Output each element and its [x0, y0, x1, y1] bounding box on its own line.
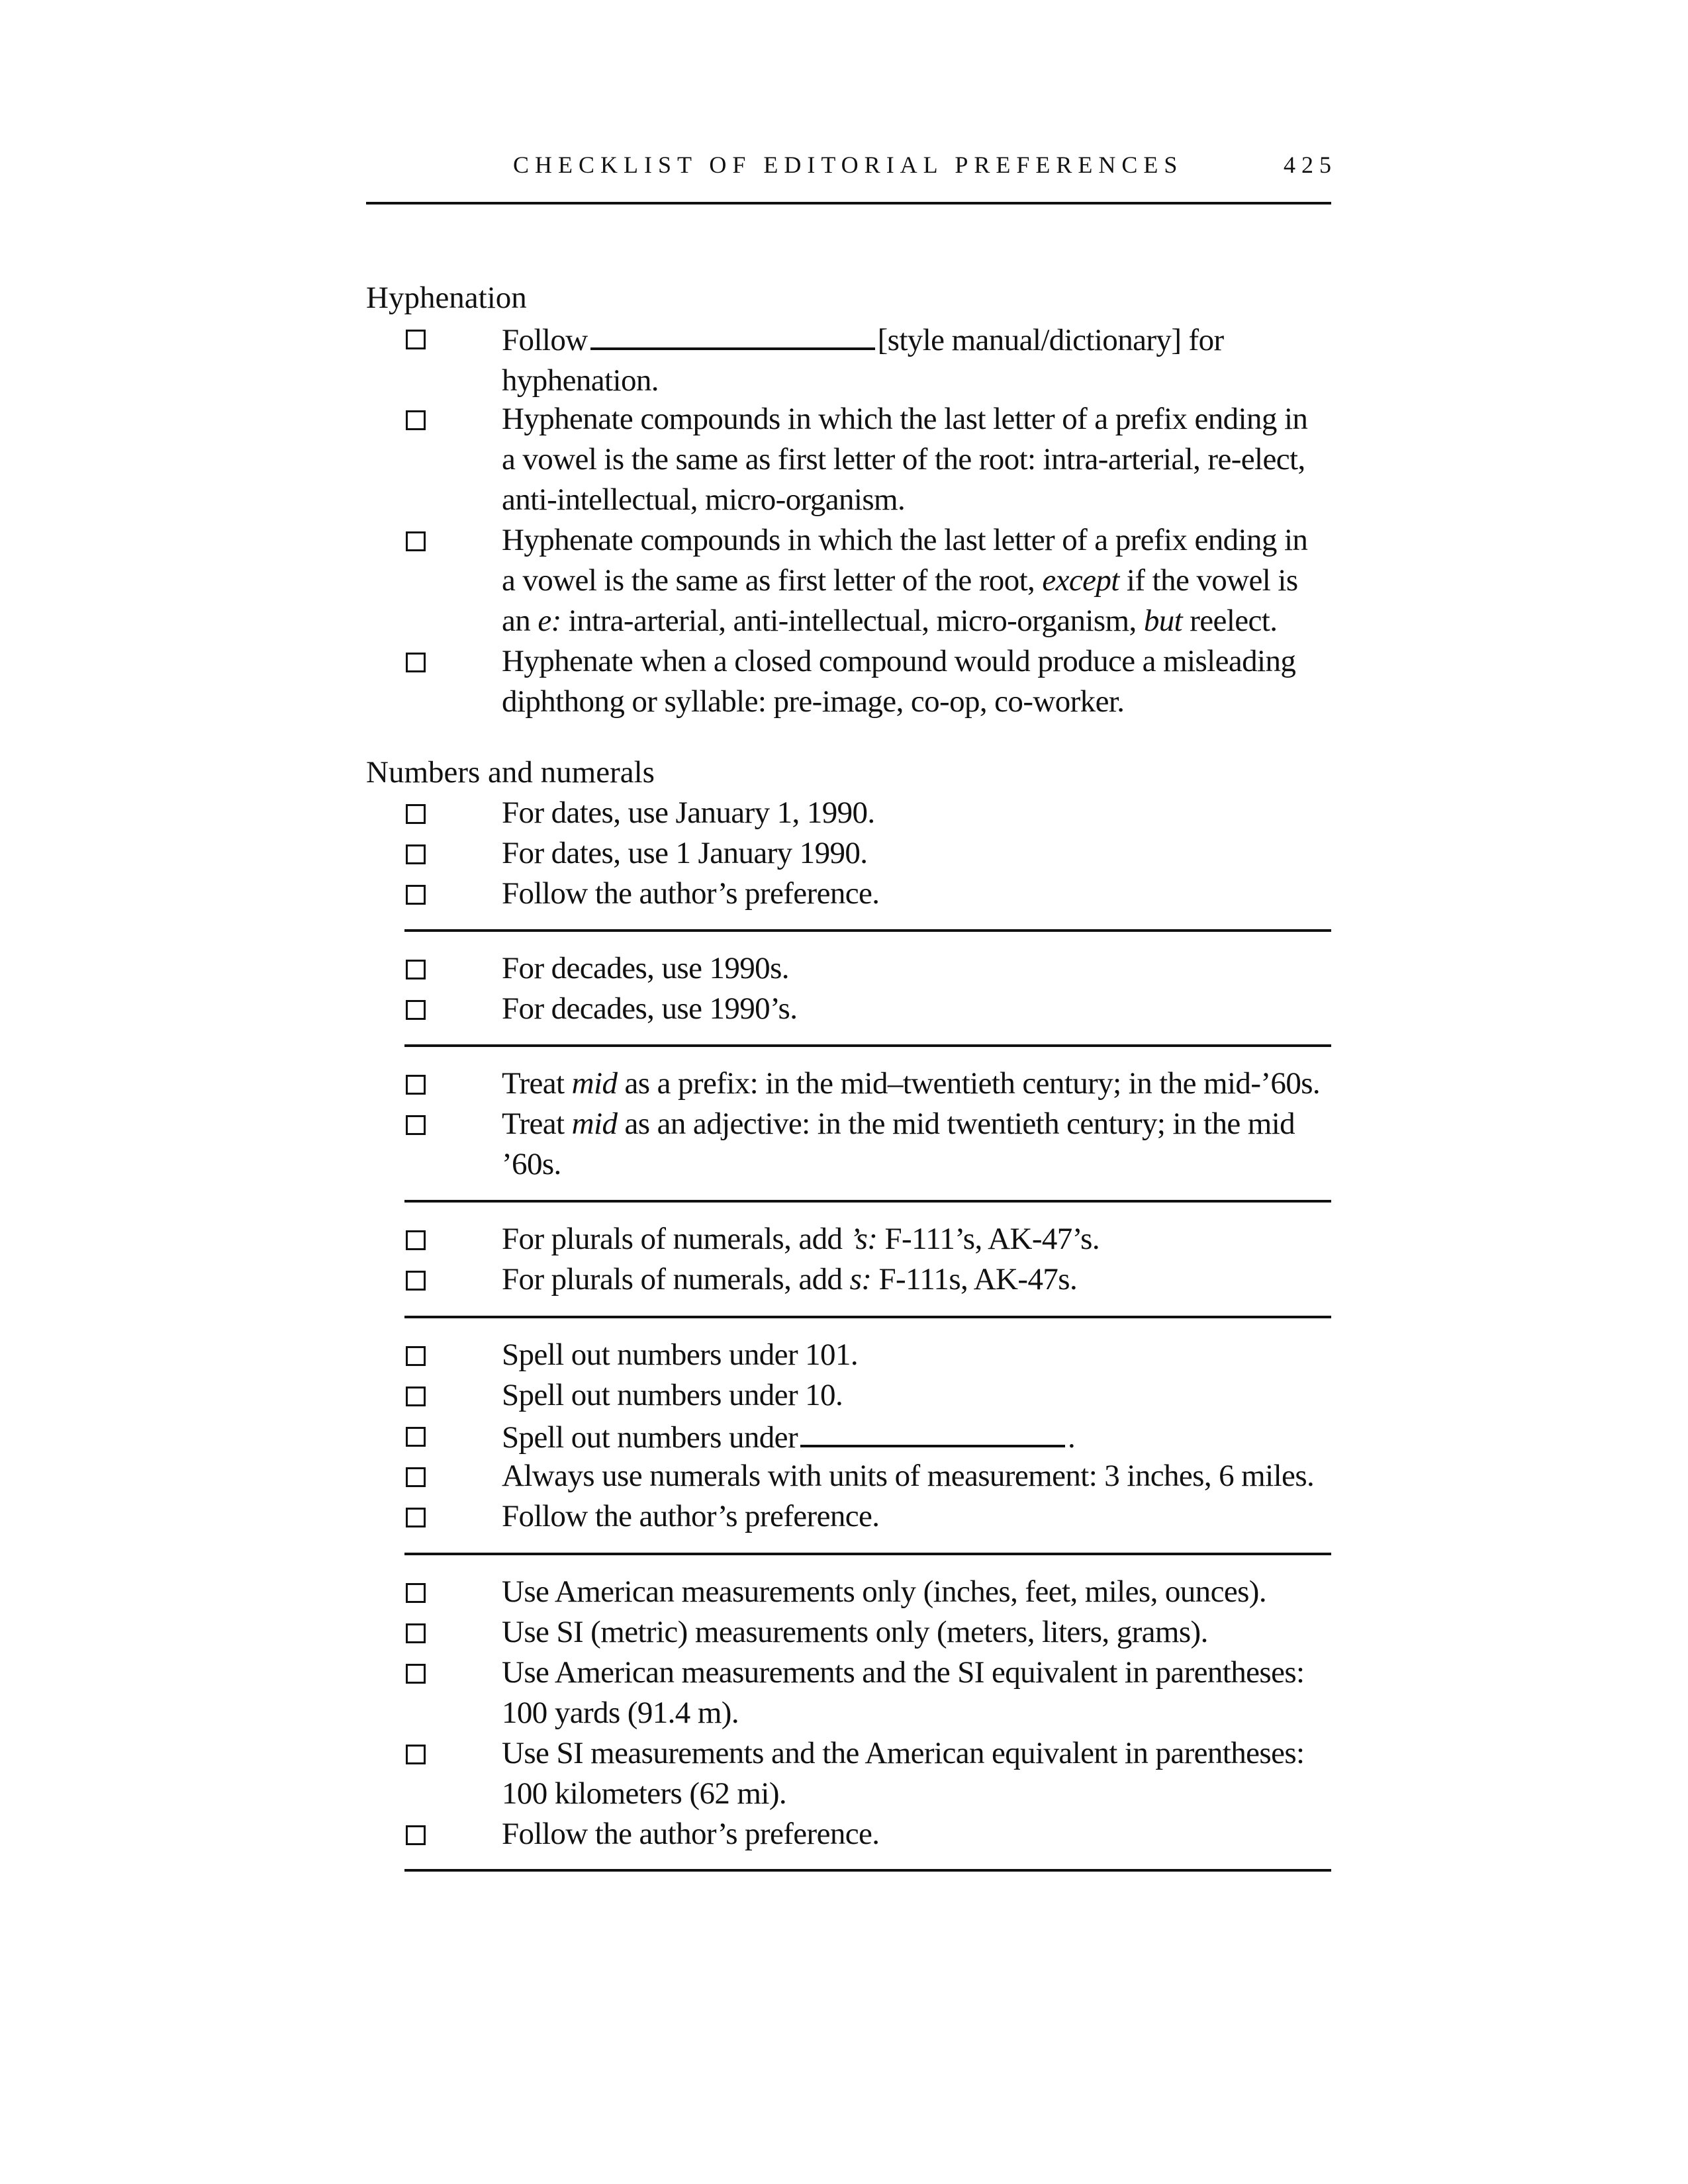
item-text: diphthong or syllable: pre-image, co-op, co-worker. [502, 684, 1125, 719]
item-text: Treat [502, 1107, 565, 1141]
checkbox-icon[interactable] [406, 1271, 426, 1291]
group-divider [404, 1553, 1331, 1555]
checkbox-icon[interactable] [406, 653, 426, 672]
checkbox-icon[interactable] [406, 1467, 426, 1487]
item-text: 100 kilometers (62 mi). [502, 1776, 787, 1811]
item-text: Use American measurements only (inches, feet, miles, ounces). [502, 1574, 1266, 1609]
checkbox-icon[interactable] [406, 885, 426, 905]
group-divider [404, 929, 1331, 932]
emphasis-text: ’s: [849, 1222, 878, 1256]
item-text: F-111s, AK-47s. [878, 1262, 1078, 1297]
item-text: Follow the author’s preference. [502, 1817, 880, 1851]
emphasis-text: except [1042, 563, 1119, 598]
emphasis-text: mid [571, 1066, 618, 1101]
fill-in-blank[interactable] [800, 1416, 1065, 1447]
checkbox-icon[interactable] [406, 844, 426, 864]
item-text: For plurals of numerals, add [502, 1222, 843, 1256]
item-text: For dates, use 1 January 1990. [502, 836, 868, 870]
item-text: an [502, 604, 531, 638]
checkbox-icon[interactable] [406, 1346, 426, 1366]
running-head-title: CHECKLIST OF EDITORIAL PREFERENCES [513, 152, 1184, 178]
item-text: a vowel is the same as first letter of the root, [502, 563, 1035, 598]
item-text: . [1068, 1420, 1076, 1455]
checkbox-icon[interactable] [406, 1115, 426, 1135]
item-text: as an adjective: in the mid twentieth century; in the mid [624, 1107, 1295, 1141]
item-text: Spell out numbers under 101. [502, 1338, 858, 1372]
checkbox-icon[interactable] [406, 960, 426, 979]
item-text: Use American measurements and the SI equivalent in parentheses: [502, 1655, 1305, 1690]
item-text: For dates, use January 1, 1990. [502, 796, 875, 830]
emphasis-text: e: [538, 604, 561, 638]
item-text: as a prefix: in the mid–twentieth century; in the mid-’60s. [624, 1066, 1321, 1101]
checkbox-icon[interactable] [406, 1508, 426, 1527]
item-text: 100 yards (91.4 m). [502, 1696, 739, 1730]
checkbox-icon[interactable] [406, 1583, 426, 1603]
item-text: ’60s. [502, 1147, 561, 1181]
checkbox-icon[interactable] [406, 1427, 426, 1447]
item-text: if the vowel is [1126, 563, 1298, 598]
section-heading-numbers: Numbers and numerals [366, 755, 655, 790]
group-divider [404, 1200, 1331, 1203]
checkbox-icon[interactable] [406, 410, 426, 430]
item-text: For plurals of numerals, add [502, 1262, 843, 1297]
checkbox-icon[interactable] [406, 1825, 426, 1845]
item-text: reelect. [1190, 604, 1278, 638]
item-text: Spell out numbers under [502, 1420, 798, 1455]
item-text: intra-arterial, anti-intellectual, micro-organism, [568, 604, 1137, 638]
item-text: Always use numerals with units of measurement: 3 inches, 6 miles. [502, 1459, 1315, 1493]
checkbox-icon[interactable] [406, 1387, 426, 1406]
item-text: Follow the author’s preference. [502, 876, 880, 911]
group-divider [404, 1869, 1331, 1872]
item-text: Hyphenate when a closed compound would produce a misleading [502, 644, 1296, 678]
item-text: For decades, use 1990s. [502, 951, 789, 985]
checkbox-icon[interactable] [406, 1664, 426, 1684]
checkbox-icon[interactable] [406, 330, 426, 349]
section-heading-hyphenation: Hyphenation [366, 281, 527, 315]
item-text: Use SI (metric) measurements only (meters, liters, grams). [502, 1615, 1208, 1649]
page-number: 425 [1284, 152, 1337, 178]
emphasis-text: s: [849, 1262, 872, 1297]
item-text: F-111’s, AK-47’s. [884, 1222, 1100, 1256]
checkbox-icon[interactable] [406, 1623, 426, 1643]
group-divider [404, 1316, 1331, 1318]
item-text: anti-intellectual, micro-organism. [502, 482, 906, 517]
item-text: Spell out numbers under 10. [502, 1378, 843, 1412]
checkbox-icon[interactable] [406, 1000, 426, 1020]
item-text: Hyphenate compounds in which the last letter of a prefix ending in [502, 523, 1308, 557]
item-text: Follow [502, 323, 588, 357]
header-rule [366, 202, 1331, 205]
checkbox-icon[interactable] [406, 1230, 426, 1250]
checkbox-icon[interactable] [406, 1745, 426, 1764]
item-text: a vowel is the same as first letter of the root: intra-arterial, re-elect, [502, 442, 1305, 477]
checkbox-icon[interactable] [406, 531, 426, 551]
item-text: For decades, use 1990’s. [502, 991, 798, 1026]
fill-in-blank[interactable] [590, 318, 875, 350]
item-text: Use SI measurements and the American equivalent in parentheses: [502, 1736, 1305, 1770]
item-text: Treat [502, 1066, 565, 1101]
checkbox-icon[interactable] [406, 804, 426, 824]
checkbox-icon[interactable] [406, 1075, 426, 1095]
item-text: Hyphenate compounds in which the last letter of a prefix ending in [502, 402, 1308, 436]
item-text: Follow the author’s preference. [502, 1499, 880, 1533]
emphasis-text: mid [571, 1107, 618, 1141]
running-head [366, 151, 1337, 184]
group-divider [404, 1044, 1331, 1047]
emphasis-text: but [1143, 604, 1183, 638]
item-text: [style manual/dictionary] for [877, 323, 1224, 357]
item-text: hyphenation. [502, 363, 659, 398]
